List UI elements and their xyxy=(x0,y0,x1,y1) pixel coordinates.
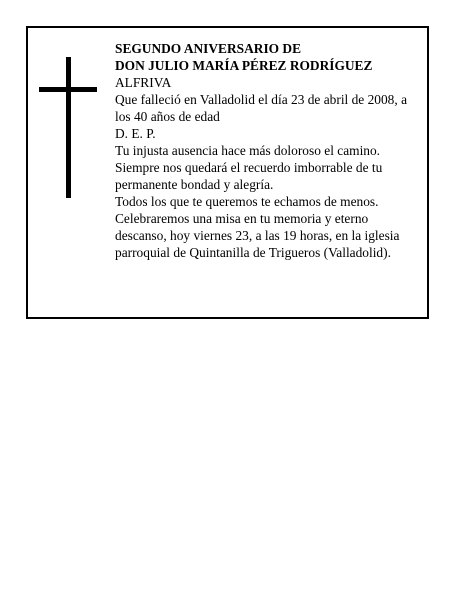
notice-dep: D. E. P. xyxy=(115,126,156,141)
notice-missing-text: Todos los que te queremos te echamos de menos. xyxy=(115,194,379,209)
cross-icon xyxy=(66,57,71,198)
obituary-notice xyxy=(26,26,429,319)
notice-heading-name: DON JULIO MARÍA PÉREZ RODRÍGUEZ xyxy=(115,58,373,73)
notice-memory-text: Siempre nos quedará el recuerdo imborrable de tu permanente bondad y alegría. xyxy=(115,160,383,192)
notice-heading-anniversary: SEGUNDO ANIVERSARIO DE xyxy=(115,41,302,56)
notice-death-info: Que falleció en Valladolid el día 23 de abril de 2008, a los 40 años de edad xyxy=(115,92,408,124)
notice-text xyxy=(115,40,420,261)
cross-icon-crossbar xyxy=(39,87,97,92)
notice-mass-text: Celebraremos una misa en tu memoria y eterno descanso, hoy viernes 23, a las 19 horas, en la iglesia parroquial de Quintanilla de Trigueros (Valladolid). xyxy=(115,211,400,260)
notice-absence-text: Tu injusta ausencia hace más doloroso el camino. xyxy=(115,143,381,158)
notice-surname: ALFRIVA xyxy=(115,75,172,90)
